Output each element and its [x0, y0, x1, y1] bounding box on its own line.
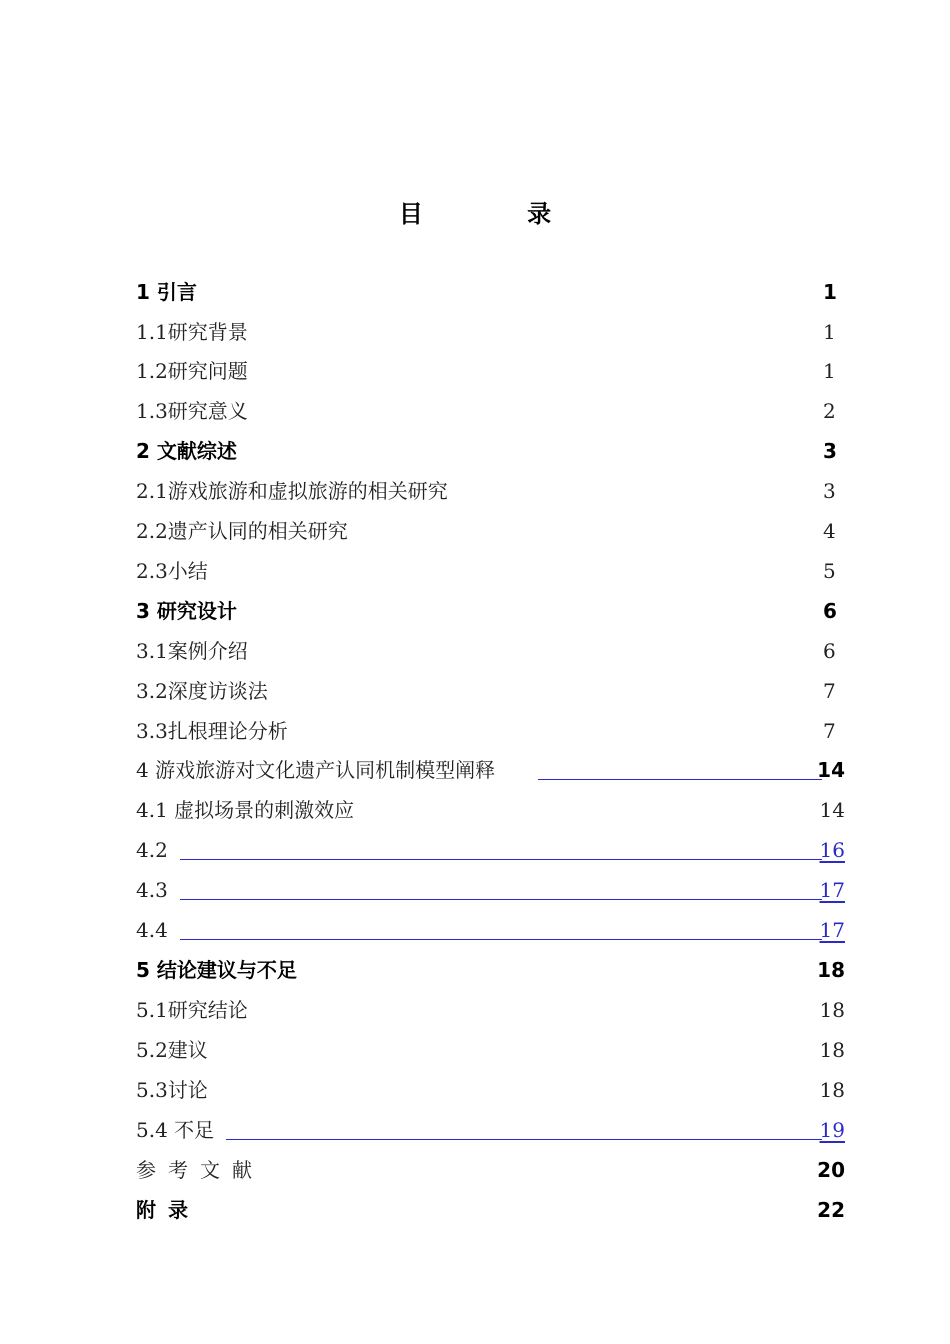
toc-leader-line	[180, 899, 822, 900]
toc-entry-page-link[interactable]: 16	[819, 838, 845, 862]
toc-entry[interactable]	[0, 870, 950, 910]
toc-entry[interactable]	[0, 910, 950, 950]
toc-entry-label: 5.1研究结论	[136, 998, 248, 1022]
toc-entry-label: 5.2建议	[136, 1038, 208, 1062]
toc-entry-page: 20	[817, 1158, 845, 1182]
toc-entry-page: 14	[817, 758, 845, 782]
toc-entry-page: 22	[817, 1198, 845, 1222]
toc-entry-page: 18	[819, 1078, 845, 1102]
toc-entry-page: 7	[823, 679, 836, 703]
toc-entry[interactable]	[0, 312, 950, 352]
toc-entry[interactable]	[0, 1110, 950, 1150]
toc-entry-page: 1	[823, 320, 836, 344]
toc-entry-label: 1.2研究问题	[136, 359, 248, 383]
toc-leader-line	[180, 939, 822, 940]
toc-leader-line	[180, 859, 822, 860]
toc-entry-label: 4.3	[136, 878, 168, 902]
toc-entry-label: 5 结论建议与不足	[136, 958, 297, 982]
toc-entry-label: 1 引言	[136, 280, 197, 304]
toc-leader-line	[538, 779, 822, 780]
toc-entry[interactable]	[0, 671, 950, 711]
toc-entry-page: 6	[823, 599, 837, 623]
toc-entry[interactable]	[0, 1190, 950, 1230]
toc-entry[interactable]	[0, 471, 950, 511]
toc-entry-label: 2.2遗产认同的相关研究	[136, 519, 348, 543]
toc-entry-label: 4.1 虚拟场景的刺激效应	[136, 798, 355, 822]
toc-entry-page: 2	[823, 399, 836, 423]
toc-entry[interactable]	[0, 950, 950, 990]
toc-entry-label: 3 研究设计	[136, 599, 237, 623]
toc-entry[interactable]	[0, 830, 950, 870]
toc-entry[interactable]	[0, 1070, 950, 1110]
toc-entry[interactable]	[0, 431, 950, 471]
toc-entry-page: 4	[823, 519, 836, 543]
toc-entry-page: 3	[823, 439, 837, 463]
toc-entry-label: 3.2深度访谈法	[136, 679, 268, 703]
toc-entry[interactable]	[0, 272, 950, 312]
toc-entry-page: 1	[823, 359, 836, 383]
toc-entry-page: 14	[819, 798, 845, 822]
toc-entry-page: 18	[819, 998, 845, 1022]
toc-entry-label: 2.3小结	[136, 559, 208, 583]
toc-entry-label: 4.2	[136, 838, 168, 862]
toc-entry[interactable]	[0, 551, 950, 591]
toc-entry[interactable]	[0, 351, 950, 391]
toc-entry-page: 18	[817, 958, 845, 982]
page-title: 目 录	[398, 200, 600, 228]
toc-entry-page: 7	[823, 719, 836, 743]
toc-entry-label: 4.4	[136, 918, 168, 942]
toc-entry[interactable]	[0, 391, 950, 431]
toc-entry[interactable]	[0, 1150, 950, 1190]
toc-entry[interactable]	[0, 1030, 950, 1070]
toc-entry-label: 3.3扎根理论分析	[136, 719, 288, 743]
toc-leader-line	[226, 1139, 822, 1140]
toc-entry[interactable]	[0, 790, 950, 830]
toc-entry-label: 3.1案例介绍	[136, 639, 248, 663]
toc-entry-page-link[interactable]: 17	[819, 878, 845, 902]
toc-entry-label: 1.3研究意义	[136, 399, 248, 423]
toc-entry-label: 1.1研究背景	[136, 320, 248, 344]
toc-entry-label: 5.4 不足	[136, 1118, 215, 1142]
toc-entry-label: 5.3讨论	[136, 1078, 208, 1102]
toc-entry[interactable]	[0, 631, 950, 671]
toc-entry-page: 5	[823, 559, 836, 583]
toc-entry[interactable]	[0, 511, 950, 551]
toc-entry-page: 3	[823, 479, 836, 503]
toc-entry-label: 2 文献综述	[136, 439, 237, 463]
toc-entry-page: 6	[823, 639, 836, 663]
toc-entry-page-link[interactable]: 19	[819, 1118, 845, 1142]
toc-entry-page-link[interactable]: 17	[819, 918, 845, 942]
toc-entry-label: 4 游戏旅游对文化遗产认同机制模型阐释	[136, 758, 496, 782]
toc-entry-label: 附录	[136, 1198, 200, 1222]
toc-entry[interactable]	[0, 711, 950, 751]
toc-entry-label: 参考文献	[136, 1158, 264, 1182]
toc-entry[interactable]	[0, 750, 950, 790]
toc-entry[interactable]	[0, 591, 950, 631]
toc-entry-label: 2.1游戏旅游和虚拟旅游的相关研究	[136, 479, 448, 503]
toc-entry[interactable]	[0, 990, 950, 1030]
toc-entry-page: 18	[819, 1038, 845, 1062]
toc-entry-page: 1	[823, 280, 837, 304]
